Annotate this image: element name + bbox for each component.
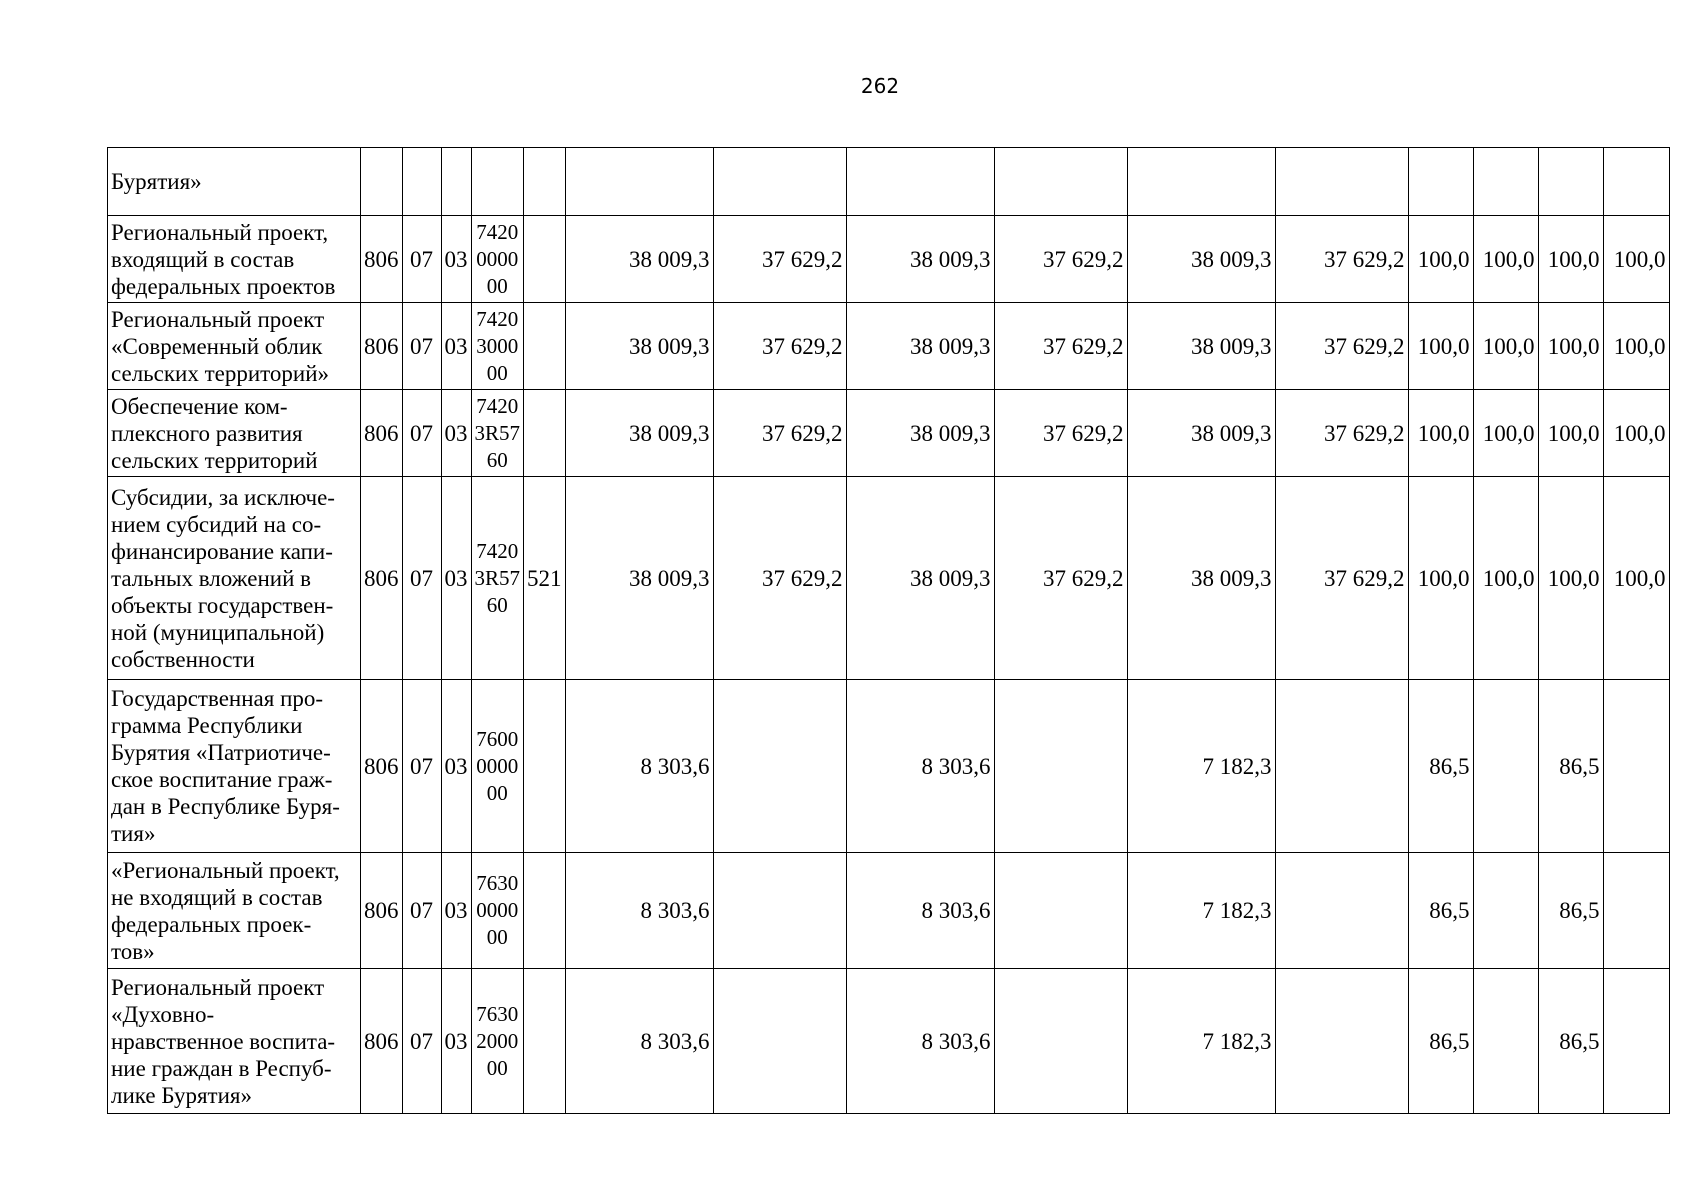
item-name-line: «Современный облик: [111, 333, 323, 359]
target-article-part: 60: [486, 447, 508, 472]
pr-cell: [441, 148, 471, 216]
amount-cell: 38 009,3: [565, 390, 713, 477]
amount-cell: 38 009,3: [846, 216, 994, 303]
pr-cell: 03: [441, 390, 471, 477]
target-article-part: 3000: [476, 333, 519, 358]
item-name-line: грамма Республики: [111, 713, 303, 738]
percent-cell: 100,0: [1538, 303, 1603, 390]
percent-cell: 86,5: [1408, 853, 1473, 969]
rz-cell: 07: [402, 390, 441, 477]
amount-cell: 7 182,3: [1127, 969, 1275, 1114]
target-article-part: 7420: [476, 306, 519, 331]
amount-cell: [1275, 680, 1408, 853]
target-article-part: 00: [486, 1055, 508, 1080]
amount-cell: 37 629,2: [713, 303, 846, 390]
pr-cell: 03: [441, 969, 471, 1114]
target-article-part: 7420: [476, 538, 519, 563]
target-article-part: 7630: [476, 1001, 519, 1026]
pr-cell: 03: [441, 853, 471, 969]
amount-cell: [713, 148, 846, 216]
item-name-line: Региональный проект: [111, 306, 325, 332]
amount-cell: 38 009,3: [1127, 303, 1275, 390]
item-name-cell: [108, 303, 361, 390]
amount-cell: 37 629,2: [1275, 477, 1408, 680]
item-name-line: Региональный проект: [111, 974, 325, 1000]
target-article-cell: [471, 680, 524, 853]
target-article-part: 2000: [476, 1028, 519, 1053]
percent-cell: 86,5: [1538, 680, 1603, 853]
item-name-cell: [108, 969, 361, 1114]
amount-cell: [713, 853, 846, 969]
vr-cell: [524, 853, 566, 969]
item-name-line: ское воспитание граж-: [111, 767, 333, 792]
item-name-line: собственности: [111, 646, 255, 672]
target-article-cell: [471, 477, 524, 680]
percent-cell: 100,0: [1603, 303, 1669, 390]
amount-cell: 38 009,3: [846, 477, 994, 680]
amount-cell: 37 629,2: [1275, 390, 1408, 477]
item-name-line: входящий в состав: [111, 246, 295, 272]
item-name-cell: [108, 477, 361, 680]
item-name-line: ние граждан в Респуб-: [111, 1055, 332, 1081]
target-article-part: 0000: [476, 753, 519, 778]
percent-cell: 86,5: [1538, 969, 1603, 1114]
item-name-line: нравственное воспита-: [111, 1028, 336, 1054]
percent-cell: [1603, 853, 1669, 969]
target-article-cell: [471, 969, 524, 1114]
table-row: [108, 390, 1670, 477]
pr-cell: 03: [441, 303, 471, 390]
amount-cell: 37 629,2: [713, 390, 846, 477]
target-article-part: 00: [486, 925, 508, 949]
amount-cell: 37 629,2: [713, 216, 846, 303]
amount-cell: [846, 148, 994, 216]
item-name-line: тов»: [111, 938, 155, 964]
vr-cell: [524, 969, 566, 1114]
percent-cell: [1473, 148, 1538, 216]
percent-cell: 100,0: [1538, 477, 1603, 680]
percent-cell: 100,0: [1603, 216, 1669, 303]
percent-cell: 100,0: [1408, 390, 1473, 477]
table-row: [108, 969, 1670, 1114]
ved-cell: 806: [361, 216, 403, 303]
rz-cell: 07: [402, 477, 441, 680]
ved-cell: 806: [361, 477, 403, 680]
target-article-part: 0000: [476, 898, 519, 922]
item-name-line: Обеспечение ком-: [111, 393, 288, 419]
amount-cell: 37 629,2: [994, 216, 1127, 303]
amount-cell: 38 009,3: [565, 477, 713, 680]
target-article-part: 3R57: [474, 420, 521, 445]
item-name-cell: [108, 390, 361, 477]
item-name-cell: [108, 680, 361, 853]
percent-cell: [1473, 680, 1538, 853]
item-name-line: тальных вложений в: [111, 565, 312, 591]
ved-cell: [361, 148, 403, 216]
item-name-line: тия»: [111, 821, 156, 846]
percent-cell: 100,0: [1473, 303, 1538, 390]
percent-cell: 86,5: [1408, 969, 1473, 1114]
item-name-line: нием субсидий на со-: [111, 511, 322, 537]
item-name-line: лике Бурятия»: [111, 1082, 252, 1108]
item-name-line: федеральных проектов: [111, 273, 336, 299]
amount-cell: 8 303,6: [565, 853, 713, 969]
amount-cell: 37 629,2: [1275, 303, 1408, 390]
item-name-line: Государственная про-: [111, 686, 324, 711]
percent-cell: 100,0: [1538, 216, 1603, 303]
target-article-part: 0000: [476, 246, 519, 271]
item-name-line: Региональный проект,: [111, 219, 329, 245]
target-article-part: 7630: [476, 871, 519, 895]
target-article-part: 60: [486, 592, 508, 617]
ved-cell: 806: [361, 969, 403, 1114]
percent-cell: [1473, 853, 1538, 969]
amount-cell: [713, 969, 846, 1114]
percent-cell: 86,5: [1538, 853, 1603, 969]
item-name-line: не входящий в состав: [111, 884, 323, 910]
amount-cell: [1275, 148, 1408, 216]
item-name-line: «Региональный проект,: [111, 857, 340, 883]
amount-cell: [1275, 969, 1408, 1114]
page-number: 262: [860, 74, 900, 98]
percent-cell: [1603, 969, 1669, 1114]
amount-cell: [994, 680, 1127, 853]
item-name-cell: [108, 853, 361, 969]
rz-cell: 07: [402, 680, 441, 853]
ved-cell: 806: [361, 853, 403, 969]
item-name-line: федеральных проек-: [111, 911, 312, 937]
percent-cell: 86,5: [1408, 680, 1473, 853]
table-row: [108, 853, 1670, 969]
percent-cell: [1603, 148, 1669, 216]
item-name-line: сельских территорий»: [111, 360, 330, 386]
percent-cell: [1603, 680, 1669, 853]
item-name-line: плексного развития: [111, 420, 303, 446]
table-row: [108, 148, 1670, 216]
item-name-line: «Духовно-: [111, 1001, 215, 1027]
pr-cell: 03: [441, 216, 471, 303]
table-row: [108, 477, 1670, 680]
vr-cell: 521: [524, 477, 566, 680]
amount-cell: [1127, 148, 1275, 216]
percent-cell: [1408, 148, 1473, 216]
item-name-line: дан в Республике Буря-: [111, 794, 340, 819]
percent-cell: [1538, 148, 1603, 216]
pr-cell: 03: [441, 680, 471, 853]
amount-cell: 7 182,3: [1127, 853, 1275, 969]
target-article-part: 7600: [476, 726, 519, 751]
amount-cell: 7 182,3: [1127, 680, 1275, 853]
item-name-line: Субсидии, за исключе-: [111, 484, 335, 510]
target-article-cell: [471, 853, 524, 969]
amount-cell: 8 303,6: [846, 853, 994, 969]
vr-cell: [524, 216, 566, 303]
amount-cell: 8 303,6: [846, 969, 994, 1114]
amount-cell: [994, 969, 1127, 1114]
amount-cell: 37 629,2: [994, 390, 1127, 477]
vr-cell: [524, 303, 566, 390]
table-row: [108, 303, 1670, 390]
target-article-part: 00: [486, 273, 508, 298]
amount-cell: 37 629,2: [994, 477, 1127, 680]
target-article-part: 7420: [476, 393, 519, 418]
amount-cell: 8 303,6: [846, 680, 994, 853]
target-article-part: 7420: [476, 219, 519, 244]
target-article-part: 00: [486, 360, 508, 385]
percent-cell: 100,0: [1408, 216, 1473, 303]
table-row: [108, 216, 1670, 303]
item-name-line: Бурятия «Патриотиче-: [111, 740, 331, 765]
rz-cell: 07: [402, 853, 441, 969]
item-name-cell: [108, 148, 361, 216]
item-name-line: сельских территорий: [111, 447, 318, 473]
amount-cell: [713, 680, 846, 853]
percent-cell: 100,0: [1408, 303, 1473, 390]
target-article-cell: [471, 303, 524, 390]
percent-cell: 100,0: [1603, 390, 1669, 477]
vr-cell: [524, 680, 566, 853]
vr-cell: [524, 390, 566, 477]
amount-cell: [1275, 853, 1408, 969]
percent-cell: 100,0: [1538, 390, 1603, 477]
target-article-cell: [471, 216, 524, 303]
pr-cell: 03: [441, 477, 471, 680]
amount-cell: 37 629,2: [1275, 216, 1408, 303]
percent-cell: 100,0: [1473, 477, 1538, 680]
item-name-cell: [108, 216, 361, 303]
amount-cell: [994, 853, 1127, 969]
amount-cell: [565, 148, 713, 216]
percent-cell: 100,0: [1603, 477, 1669, 680]
ved-cell: 806: [361, 303, 403, 390]
amount-cell: 38 009,3: [565, 216, 713, 303]
amount-cell: 38 009,3: [1127, 390, 1275, 477]
target-article-part: 3R57: [474, 565, 521, 590]
amount-cell: 37 629,2: [713, 477, 846, 680]
percent-cell: 100,0: [1473, 216, 1538, 303]
amount-cell: 8 303,6: [565, 969, 713, 1114]
amount-cell: 38 009,3: [1127, 477, 1275, 680]
target-article-cell: [471, 148, 524, 216]
table-row: [108, 680, 1670, 853]
percent-cell: 100,0: [1473, 390, 1538, 477]
budget-table: [107, 147, 1670, 1114]
table-body: [108, 148, 1670, 1114]
percent-cell: 100,0: [1408, 477, 1473, 680]
amount-cell: [994, 148, 1127, 216]
amount-cell: 38 009,3: [565, 303, 713, 390]
item-name-line: Бурятия»: [111, 169, 202, 194]
rz-cell: 07: [402, 969, 441, 1114]
rz-cell: 07: [402, 216, 441, 303]
item-name-line: финансирование капи-: [111, 538, 333, 564]
rz-cell: [402, 148, 441, 216]
ved-cell: 806: [361, 680, 403, 853]
amount-cell: 38 009,3: [846, 390, 994, 477]
item-name-line: ной (муниципальной): [111, 619, 325, 645]
percent-cell: [1473, 969, 1538, 1114]
vr-cell: [524, 148, 566, 216]
ved-cell: 806: [361, 390, 403, 477]
target-article-part: 00: [486, 780, 508, 805]
amount-cell: 38 009,3: [1127, 216, 1275, 303]
amount-cell: 38 009,3: [846, 303, 994, 390]
target-article-cell: [471, 390, 524, 477]
amount-cell: 37 629,2: [994, 303, 1127, 390]
amount-cell: 8 303,6: [565, 680, 713, 853]
item-name-line: объекты государствен-: [111, 592, 334, 618]
rz-cell: 07: [402, 303, 441, 390]
